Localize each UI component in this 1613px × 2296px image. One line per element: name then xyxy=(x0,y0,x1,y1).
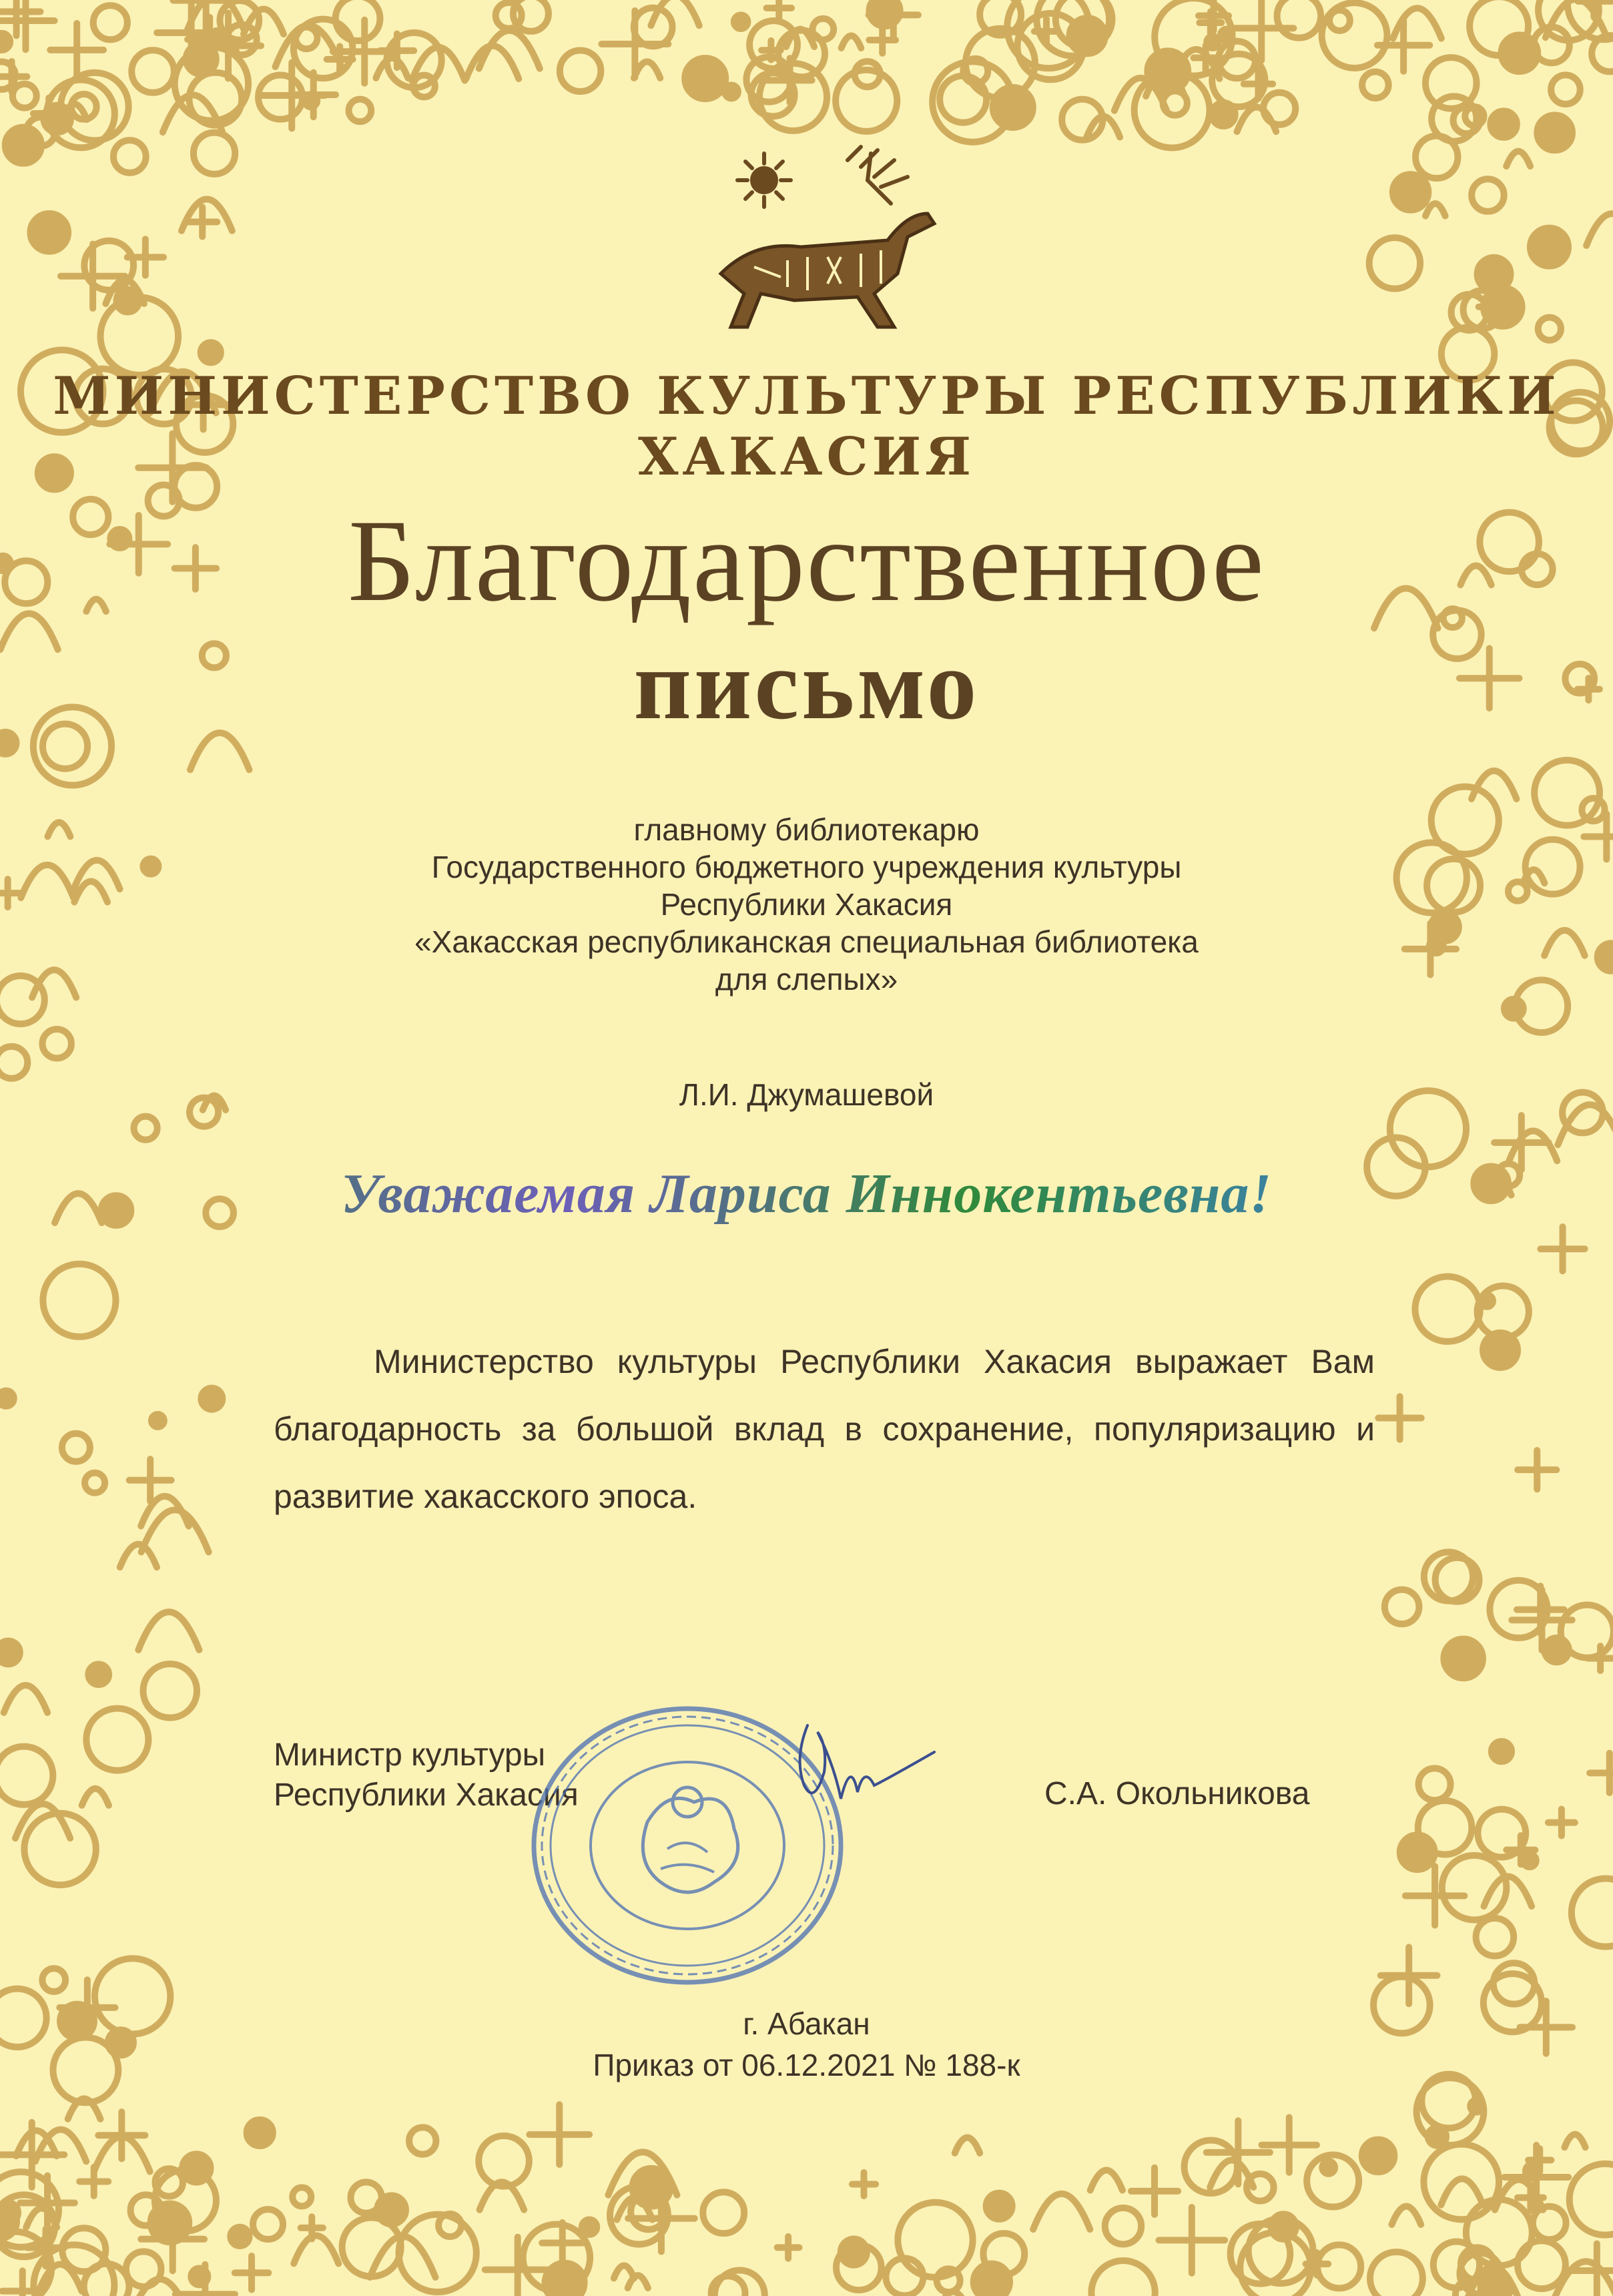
petroglyph-ornament-icon xyxy=(986,2193,1012,2219)
petroglyph-ornament-icon xyxy=(186,44,216,74)
petroglyph-ornament-icon xyxy=(1492,1741,1512,1761)
recipient-line: Республики Хакасия xyxy=(660,887,953,922)
petroglyph-ornament-icon xyxy=(1504,999,1524,1019)
petroglyph-ornament-icon xyxy=(0,33,10,50)
petroglyph-ornament-icon xyxy=(0,2203,18,2223)
petroglyph-ornament-icon xyxy=(1523,1854,1536,1868)
signer-title-line1: Министр культуры xyxy=(274,1737,546,1773)
petroglyph-ornament-icon xyxy=(1400,1835,1435,1870)
city: г. Абакан xyxy=(743,2006,870,2041)
petroglyph-ornament-icon xyxy=(1478,258,1511,291)
petroglyph-ornament-icon xyxy=(1470,2100,1482,2112)
petroglyph-ornament-icon xyxy=(734,15,748,29)
recipient-line: «Хакасская республиканская специальная библиотека xyxy=(414,924,1199,959)
petroglyph-ornament-icon xyxy=(30,214,68,252)
petroglyph-ornament-icon xyxy=(247,2120,273,2146)
petroglyph-ornament-icon xyxy=(1271,2214,1296,2239)
petroglyph-ornament-icon xyxy=(1393,174,1428,210)
handwritten-signature-icon xyxy=(787,1705,941,1825)
signer-name: С.А. Окольникова xyxy=(1044,1776,1310,1811)
petroglyph-ornament-icon xyxy=(1537,115,1572,151)
petroglyph-ornament-icon xyxy=(582,2219,597,2234)
petroglyph-ornament-icon xyxy=(116,290,139,312)
recipient-block xyxy=(0,811,1613,998)
petroglyph-ornament-icon xyxy=(182,2154,210,2182)
petroglyph-ornament-icon xyxy=(0,1391,14,1406)
recipient-line: Государственного бюджетного учреждения культуры xyxy=(431,850,1182,884)
ministry-header: МИНИСТЕРСТВО КУЛЬТУРЫ РЕСПУБЛИКИ ХАКАСИЯ xyxy=(53,366,1560,487)
recipient-line: главному библиотекарю xyxy=(633,812,980,847)
petroglyph-ornament-icon xyxy=(88,1664,109,1685)
recipient-line: для слепых» xyxy=(715,962,898,996)
petroglyph-ornament-icon xyxy=(151,1414,164,1427)
salutation: Уважаемая Лариса Иннокентьевна! xyxy=(0,1161,1613,1226)
petroglyph-ornament-icon xyxy=(201,342,221,362)
petroglyph-ornament-icon xyxy=(1362,2140,1394,2172)
petroglyph-ornament-icon xyxy=(1322,2161,1335,2174)
document-title-line1: Благодарственное xyxy=(348,496,1265,626)
recipient-name: Л.И. Джумашевой xyxy=(679,1077,934,1112)
petroglyph-ornament-icon xyxy=(1544,1638,1568,1662)
petroglyph-ornament-icon xyxy=(685,58,725,99)
petroglyph-ornament-icon xyxy=(1212,103,1235,126)
deer-and-sun-emblem-icon xyxy=(707,140,961,340)
document-title-line2: письмо xyxy=(633,629,980,740)
signer-title-line2: Республики Хакасия xyxy=(274,1777,579,1813)
petroglyph-ornament-icon xyxy=(1443,1639,1483,1679)
petroglyph-ornament-icon xyxy=(230,2227,249,2246)
petroglyph-ornament-icon xyxy=(201,1388,222,1410)
petroglyph-ornament-icon xyxy=(1221,29,1233,41)
body-text: Министерство культуры Республики Хакасия выражает Вам благодарность за большой вклад в сохранение, популяризацию и развитие хакасского эпоса. xyxy=(274,1343,1375,1515)
petroglyph-ornament-icon xyxy=(1490,111,1516,137)
petroglyph-ornament-icon xyxy=(0,1641,20,1664)
order-reference: Приказ от 06.12.2021 № 188-к xyxy=(593,2048,1020,2082)
petroglyph-ornament-icon xyxy=(1530,228,1568,266)
